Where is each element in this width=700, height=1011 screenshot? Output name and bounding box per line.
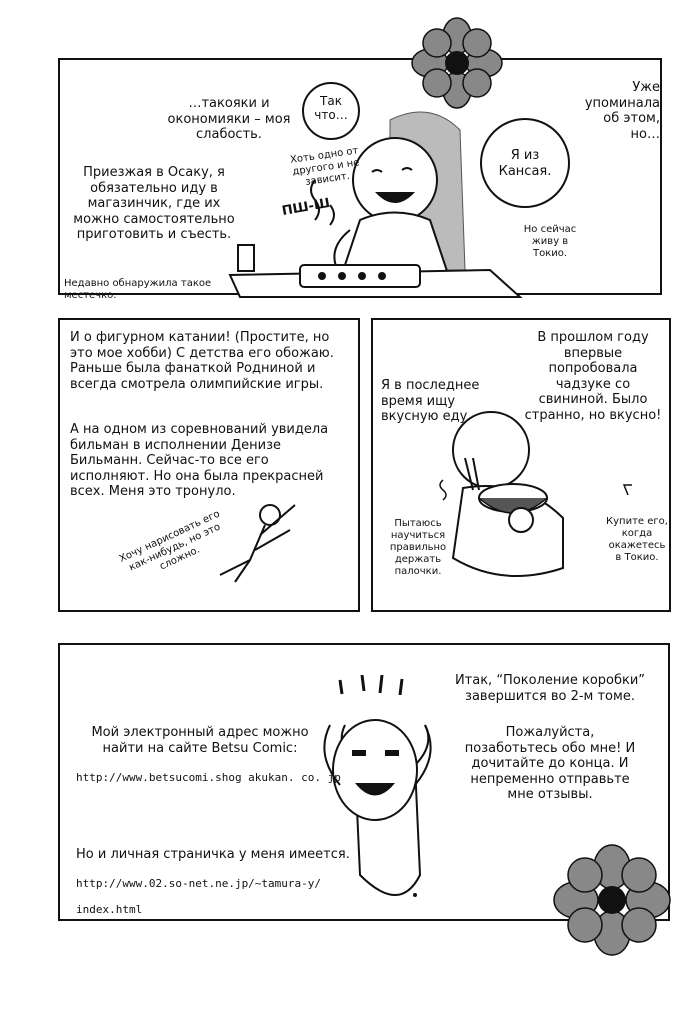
last-year-text: В прошлом году впервые попробовала чадзуке со свининой. Было странно, но вкусно! [524,330,662,423]
independent-note: Хоть одно от другого и не зависит. [289,145,361,188]
flower-decoration-bottom [552,845,672,955]
homepage-url-line1[interactable]: http://www.02.so-net.ne.jp/~tamura-y/ [76,877,322,890]
homepage-intro: Но и личная страничка у меня имеется. [76,847,350,862]
mentioned-text: Уже упоминала об этом, но… [584,80,660,142]
so-what-text: Так что… [314,94,348,123]
chopsticks-note: Пытаюсь научиться правильно держать палочки. [389,518,447,577]
tokyo-note: Но сейчас живу в Токио. [523,224,577,259]
skater-illustration [60,320,362,614]
takoyaki-text: …такояки и окономияки – моя слабость. [167,96,291,143]
panel-figure-skating [58,318,360,612]
osaka-text: Приезжая в Осаку, я обязательно иду в магазинчик, где их можно самостоятельно приготовить и съесть. [73,165,235,243]
please-text: Пожалуйста, позаботьтесь обо мне! И дочитайте до конца. И непременно отправьте мне отзывы. [464,725,636,803]
sizzle-sound: ПШ-Ш [280,195,332,220]
kansai-text: Я из Кансая. [498,148,552,179]
email-intro: Мой электронный адрес можно найти на сайте Betsu Comic: [91,725,309,756]
person-head [353,138,437,222]
skating-text: И о фигурном катании! (Простите, но это мое хобби) С детства его обожаю. Раньше была фанаткой Родниной и всегда смотрела олимпийские игры. [70,330,334,392]
series-end-text: Итак, “Поколение коробки” завершится во 2-м томе. [454,673,646,704]
homepage-url-line2[interactable]: index.html [76,903,143,916]
panel-chazuke [371,318,671,612]
flower-decoration-top [412,18,502,108]
buy-it-note: Купите его, когда окажетесь в Токио. [606,516,668,563]
panel-kansai [58,58,662,301]
recently-caption: Недавно обнаружила такое местечко. [64,278,212,301]
draw-note: Хочу нарисовать его как-нибудь, но это сложно. [117,508,223,574]
email-url[interactable]: http://www.betsucomi.shog akukan. co. jp [76,771,341,784]
bielmann-text: А на одном из соревнований увидела бильман в исполнении Денизе Бильманн. Сейчас-то все его исполняют. Но она была прекрасней всех. Меня это тронуло. [70,422,329,500]
tasty-food-text: Я в последнее время ищу вкусную еду. [381,378,480,425]
